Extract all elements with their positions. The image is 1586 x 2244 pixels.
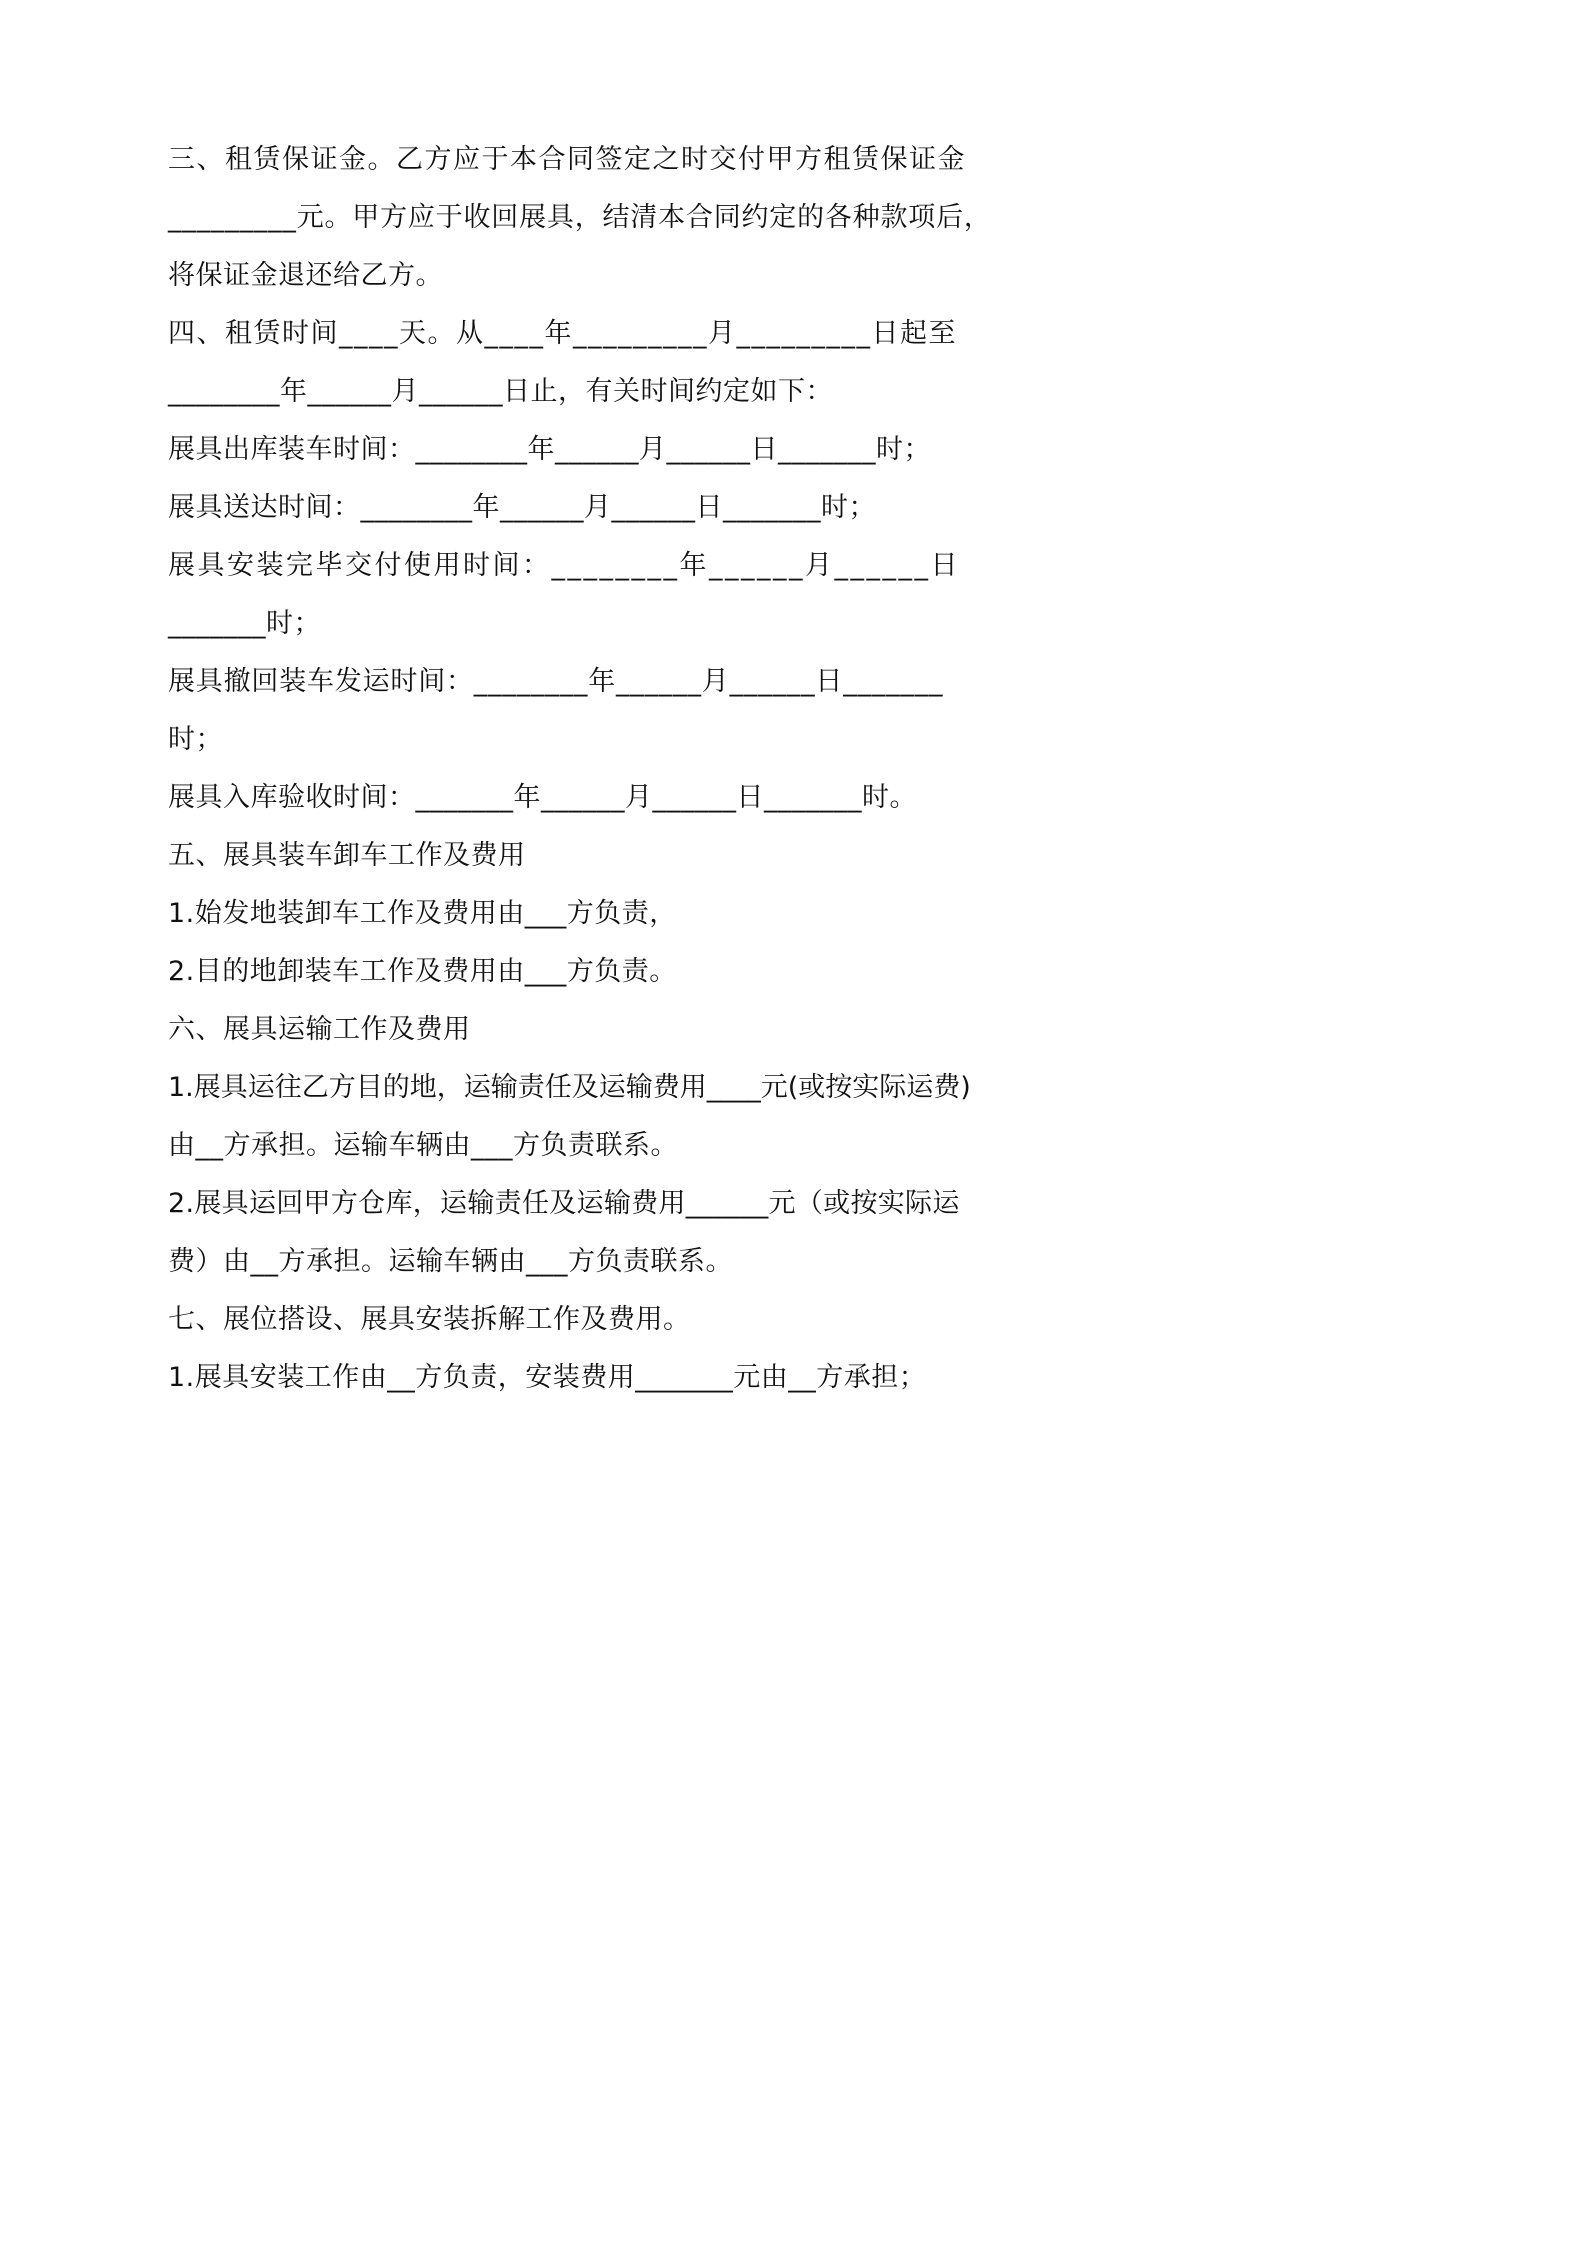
text-line: 时； (168, 724, 223, 755)
text-line: 展具安装完毕交付使用时间：________年______月______日 (168, 550, 960, 581)
text-line: 展具出库装车时间：________年______月______日_______时； (168, 434, 931, 465)
text-line: _______时； (168, 608, 321, 639)
text-line: 五、展具装车卸车工作及费用 (168, 840, 526, 871)
text-line: 展具入库验收时间：_______年______月______日_______时。 (168, 782, 917, 813)
text-line: 2.目的地卸装车工作及费用由___方负责。 (168, 956, 677, 987)
text-line: 1.始发地装卸车工作及费用由___方负责， (168, 898, 677, 929)
text-line: 2.展具运回甲方仓库，运输责任及运输费用______元（或按实际运 (168, 1188, 960, 1219)
text-line: 四、租赁时间____天。从____年_________月_________日起至 (168, 318, 957, 349)
text-line: 1.展具运往乙方目的地，运输责任及运输费用____元(或按实际运费) (168, 1072, 971, 1103)
text-line: 七、展位搭设、展具安装拆解工作及费用。 (168, 1304, 691, 1335)
text-line: 三、租赁保证金。乙方应于本合同签定之时交付甲方租赁保证金 (168, 144, 966, 175)
text-line: 展具送达时间：________年______月______日_______时； (168, 492, 876, 523)
text-line: ________年______月______日止，有关时间约定如下： (168, 376, 833, 407)
text-line: _________元。甲方应于收回展具，结清本合同约定的各种款项后， (168, 202, 992, 233)
text-line: 费）由__方承担。运输车辆由___方负责联系。 (168, 1246, 733, 1277)
text-line: 展具撤回装车发运时间：________年______月______日_______ (168, 666, 944, 697)
text-line: 将保证金退还给乙方。 (168, 260, 443, 291)
text-line: 1.展具安装工作由__方负责，安装费用_______元由__方承担； (168, 1362, 927, 1393)
text-line: 由__方承担。运输车辆由___方负责联系。 (168, 1130, 678, 1161)
document-page (0, 0, 1100, 1556)
text-line: 六、展具运输工作及费用 (168, 1014, 471, 1045)
